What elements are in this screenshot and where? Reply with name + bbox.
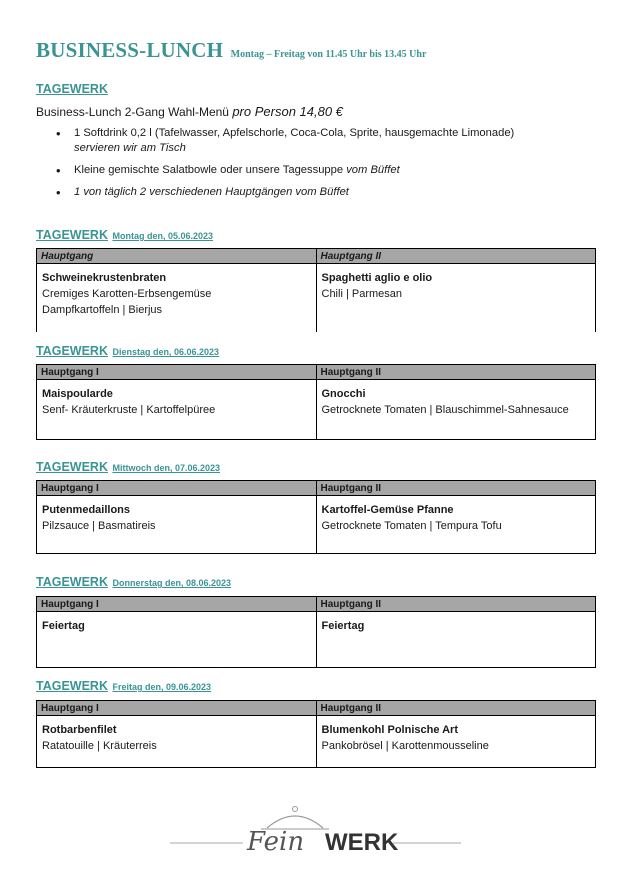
table-header-row [37, 249, 596, 264]
table-cell [37, 264, 317, 332]
table-row [37, 380, 596, 440]
dish-name: Maispoularde [42, 388, 113, 400]
day-date: Donnerstag den, 08.06.2023 [112, 578, 232, 588]
day-heading-wednesday [36, 458, 220, 476]
menu-table-tuesday [36, 364, 596, 440]
table-header-row [37, 597, 596, 612]
intro-heading-text: TAGEWERK [36, 82, 108, 96]
day-date: Mittwoch den, 07.06.2023 [112, 463, 220, 473]
table-header-row [37, 701, 596, 716]
day-heading-text: TAGEWERK [36, 679, 108, 693]
day-date: Montag den, 05.06.2023 [112, 231, 213, 241]
menu-table-friday [36, 700, 596, 768]
intro-heading [36, 80, 108, 98]
table-cell [37, 716, 317, 768]
menu-title-text: Business-Lunch 2-Gang Wahl-Menü [36, 105, 229, 119]
dish-sides: Getrocknete Tomaten | Tempura Tofu [321, 520, 502, 532]
column-header: Hauptgang I [37, 365, 317, 380]
day-heading-tuesday [36, 342, 219, 360]
day-heading-text: TAGEWERK [36, 575, 108, 589]
column-header: Hauptgang I [37, 597, 317, 612]
column-header: Hauptgang II [316, 701, 596, 716]
dish-name: Kartoffel-Gemüse Pfanne [321, 504, 454, 516]
list-item-text: 1 Softdrink 0,2 l (Tafelwasser, Apfelschorle, Coca-Cola, Sprite, hausgemachte Limonade) [74, 127, 515, 139]
dish-name: Putenmedaillons [42, 504, 131, 516]
table-cell [316, 264, 596, 332]
dish-name: Schweinekrustenbraten [42, 272, 167, 284]
list-item [56, 163, 596, 178]
dish-sides: Cremiges Karotten-Erbsengemüse [42, 288, 212, 300]
logo-script: Fein [247, 827, 305, 857]
menu-title [36, 104, 343, 119]
dish-sides: Dampfkartoffeln | Bierjus [42, 304, 163, 316]
table-row [37, 716, 596, 768]
list-item-text: 1 von täglich 2 verschiedenen Hauptgängen vom Büffet [74, 186, 349, 198]
table-row [37, 612, 596, 668]
table-cell [316, 612, 596, 668]
dish-sides: Pilzsauce | Basmatireis [42, 520, 156, 532]
menu-table-monday [36, 248, 596, 332]
title-main: BUSINESS-LUNCH [36, 38, 224, 62]
title-hours: Montag – Freitag von 11.45 Uhr bis 13.45 Uhr [230, 49, 427, 60]
table-header-row [37, 481, 596, 496]
table-cell [37, 496, 317, 554]
menu-table-thursday [36, 596, 596, 668]
table-row [37, 496, 596, 554]
dish-sides: Getrocknete Tomaten | Blauschimmel-Sahnesauce [321, 404, 569, 416]
table-cell [316, 716, 596, 768]
dish-name: Spaghetti aglio e olio [321, 272, 433, 284]
dish-sides: Ratatouille | Kräuterreis [42, 740, 157, 752]
dish-name: Blumenkohl Polnische Art [321, 724, 459, 736]
table-cell [37, 380, 317, 440]
dish-name: Rotbarbenfilet [42, 724, 117, 736]
menu-table-wednesday [36, 480, 596, 554]
day-date: Freitag den, 09.06.2023 [112, 682, 212, 692]
list-item-note: servieren wir am Tisch [74, 142, 186, 154]
day-date: Dienstag den, 06.06.2023 [112, 347, 220, 357]
list-item [56, 185, 596, 200]
day-heading-text: TAGEWERK [36, 344, 108, 358]
list-item [56, 126, 596, 156]
day-heading-text: TAGEWERK [36, 228, 108, 242]
included-list [56, 126, 596, 207]
table-header-row [37, 365, 596, 380]
list-item-note: vom Büffet [346, 164, 400, 176]
dish-sides: Senf- Kräuterkruste | Kartoffelpüree [42, 404, 216, 416]
column-header: Hauptgang II [316, 481, 596, 496]
table-cell [316, 496, 596, 554]
table-row [37, 264, 596, 332]
day-heading-thursday [36, 573, 231, 591]
table-cell [316, 380, 596, 440]
column-header: Hauptgang II [316, 365, 596, 380]
column-header: Hauptgang I [37, 481, 317, 496]
dish-name: Gnocchi [321, 388, 366, 400]
column-header: Hauptgang I [37, 701, 317, 716]
logo-block: WERK [325, 829, 399, 856]
table-cell [37, 612, 317, 668]
column-header: Hauptgang II [316, 597, 596, 612]
day-heading-monday [36, 226, 213, 244]
list-item-text: Kleine gemischte Salatbowle oder unsere Tagessuppe [74, 164, 344, 176]
dish-sides: Pankobrösel | Karottenmousseline [321, 740, 489, 752]
day-heading-text: TAGEWERK [36, 460, 108, 474]
cloche-knob-icon [293, 807, 298, 812]
feinwerk-logo [165, 800, 465, 860]
day-heading-friday [36, 677, 211, 695]
menu-price: pro Person 14,80 € [232, 104, 343, 119]
column-header: Hauptgang II [316, 249, 596, 264]
column-header: Hauptgang [37, 249, 317, 264]
page-title [36, 38, 426, 63]
dish-name: Feiertag [42, 620, 85, 632]
dish-sides: Chili | Parmesan [321, 288, 402, 300]
dish-name: Feiertag [321, 620, 365, 632]
